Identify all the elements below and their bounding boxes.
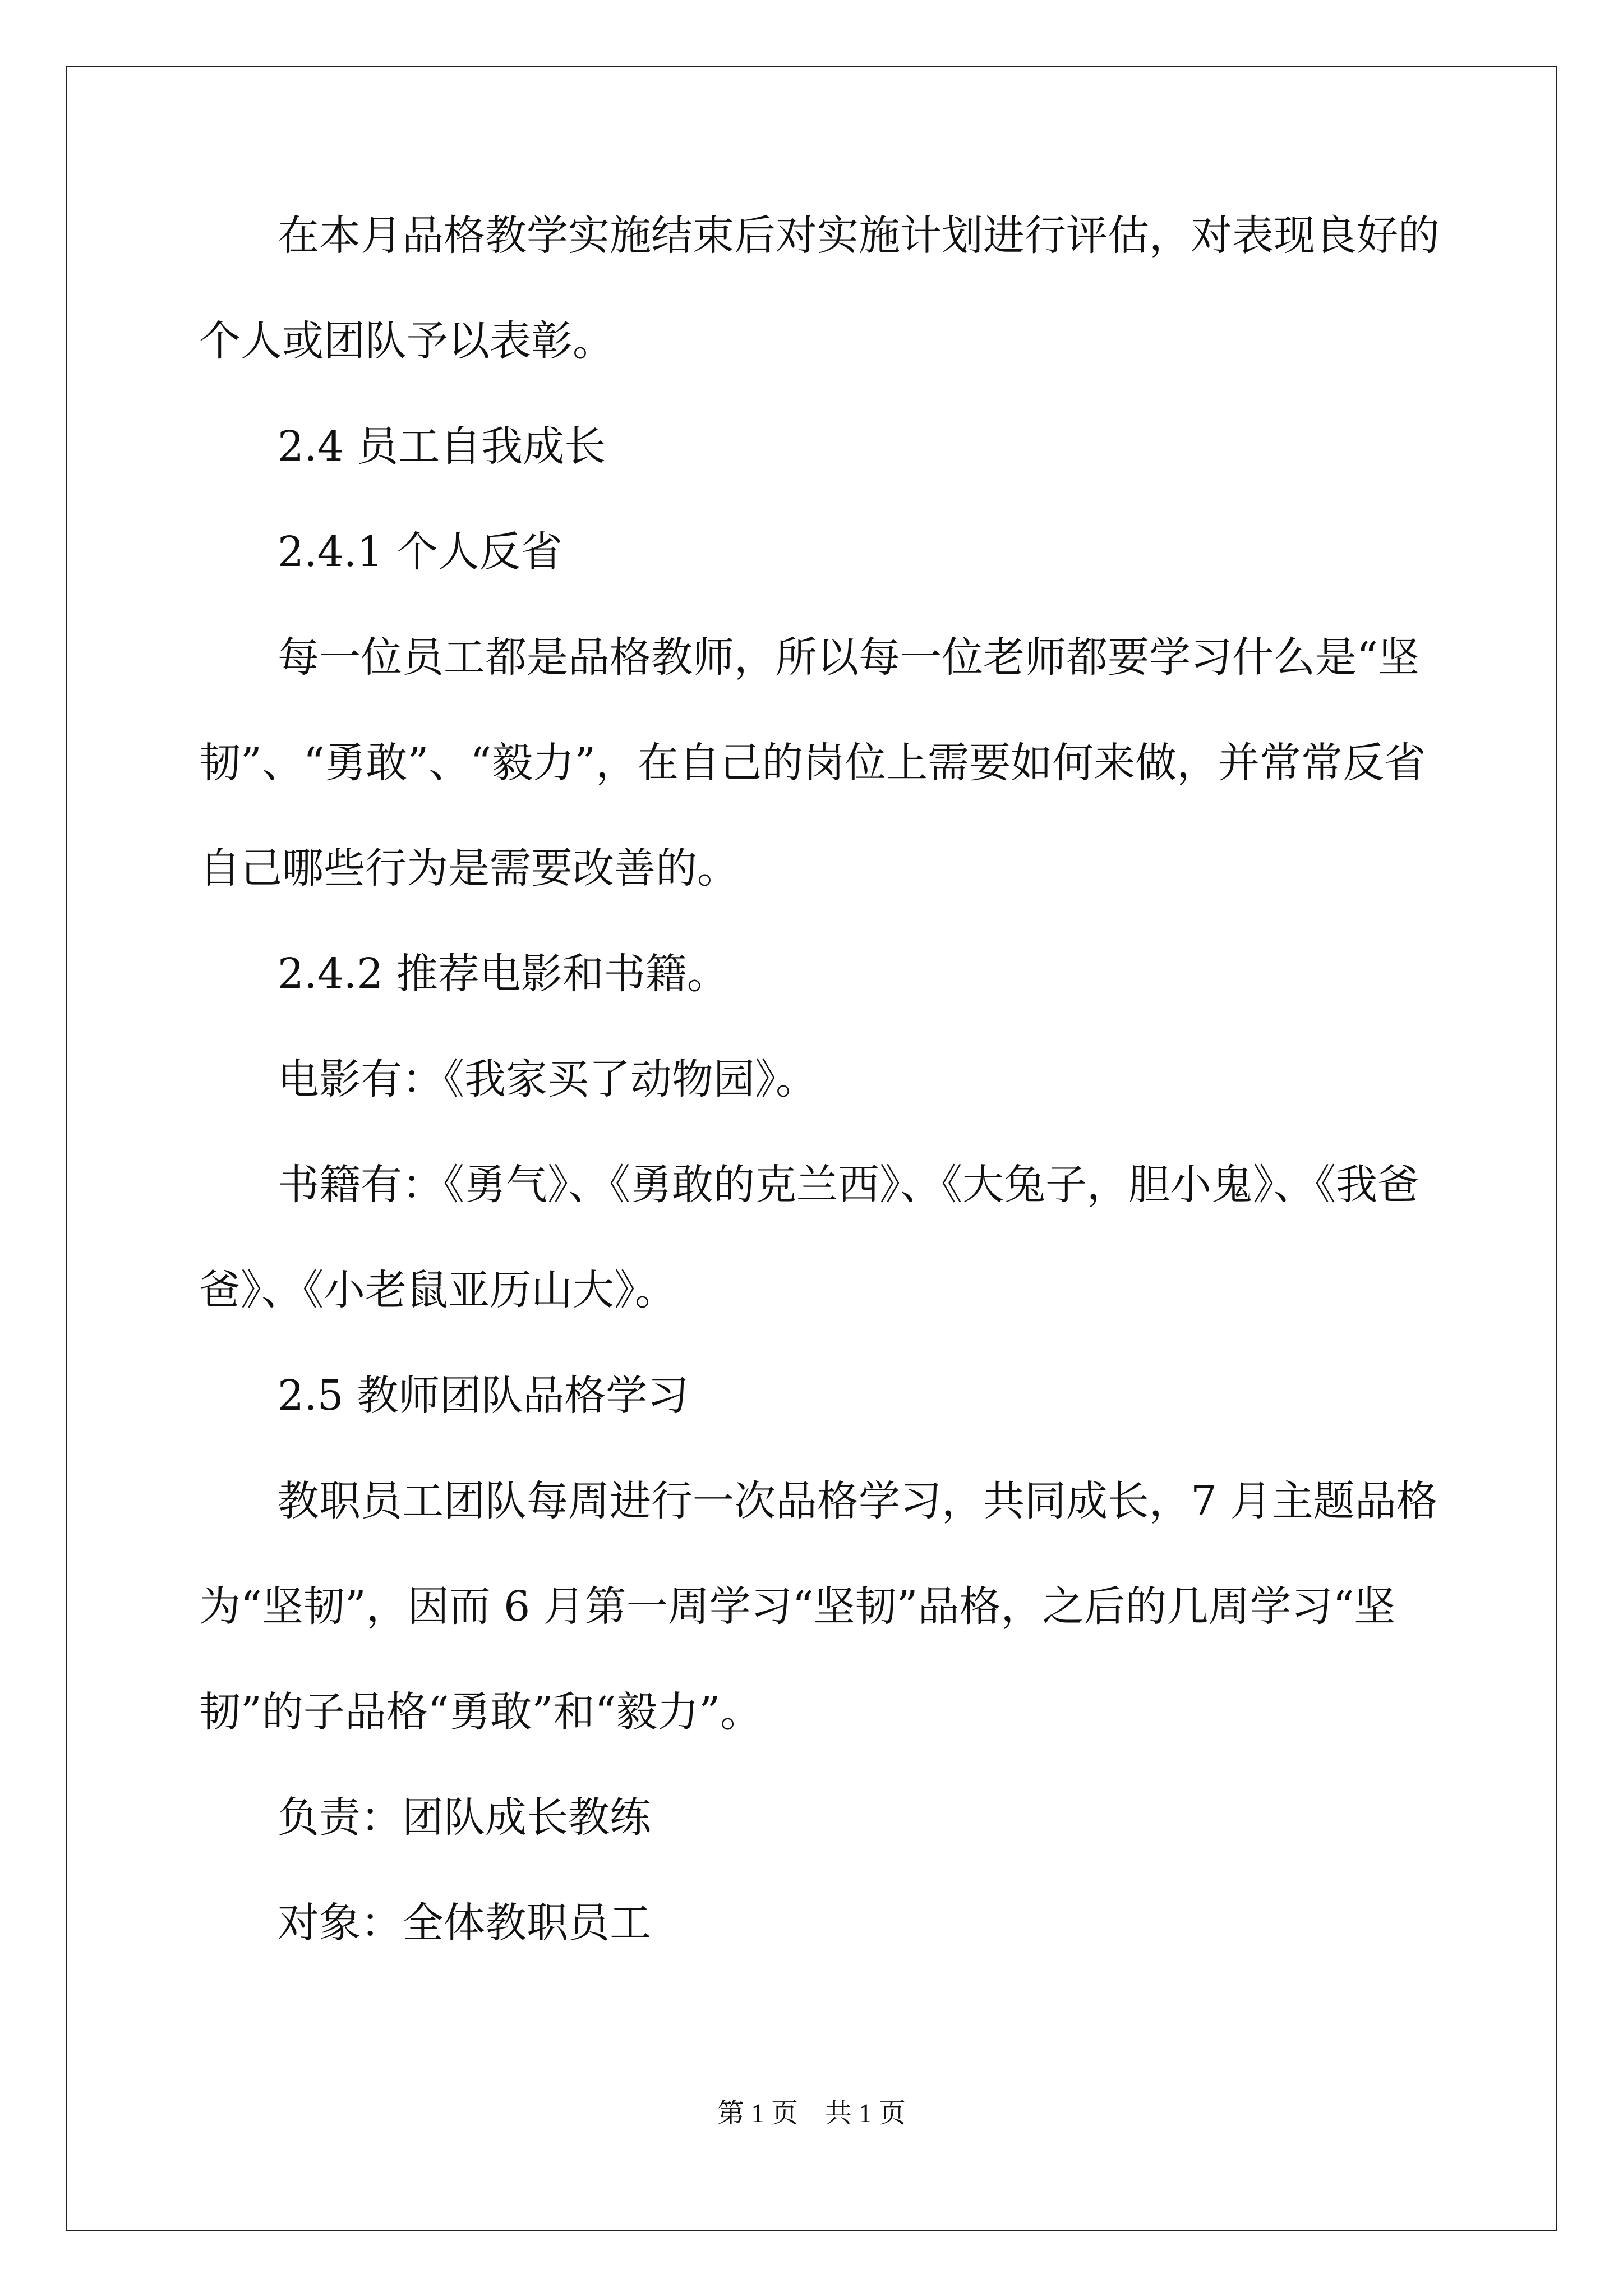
paragraph-line: 自己哪些行为是需要改善的。 xyxy=(199,844,739,892)
paragraph-line: 对象：全体教职员工 xyxy=(278,1899,651,1947)
paragraph-line: 每一位员工都是品格教师，所以每一位老师都要学习什么是“坚 xyxy=(278,633,1419,682)
paragraph-line: 在本月品格教学实施结束后对实施计划进行评估，对表现良好的 xyxy=(278,211,1440,260)
page-footer: 第 1 页 共 1 页 xyxy=(717,2099,906,2128)
section-heading: 2.4 员工自我成长 xyxy=(278,422,606,471)
section-heading: 2.5 教师团队品格学习 xyxy=(278,1372,689,1420)
paragraph-line: 韧”的子品格“勇敢”和“毅力”。 xyxy=(199,1688,762,1736)
subsection-heading: 2.4.1 个人反省 xyxy=(278,528,562,576)
paragraph-line: 韧”、“勇敢”、“毅力”，在自己的岗位上需要如何来做，并常常反省 xyxy=(199,739,1426,787)
paragraph-line: 书籍有：《勇气》、《勇敢的克兰西》、《大兔子，胆小鬼》、《我爸 xyxy=(278,1161,1419,1209)
paragraph-line: 为“坚韧”，因而 6 月第一周学习“坚韧”品格，之后的几周学习“坚 xyxy=(199,1582,1396,1631)
paragraph-line: 教职员工团队每周进行一次品格学习，共同成长，7 月主题品格 xyxy=(278,1477,1438,1525)
paragraph-line: 电影有：《我家买了动物园》。 xyxy=(278,1055,817,1103)
paragraph-line: 个人或团队予以表彰。 xyxy=(199,317,614,365)
subsection-heading: 2.4.2 推荐电影和书籍。 xyxy=(278,950,728,998)
paragraph-line: 负责：团队成长教练 xyxy=(278,1793,651,1842)
paragraph-line: 爸》、《小老鼠亚历山大》。 xyxy=(199,1266,676,1314)
